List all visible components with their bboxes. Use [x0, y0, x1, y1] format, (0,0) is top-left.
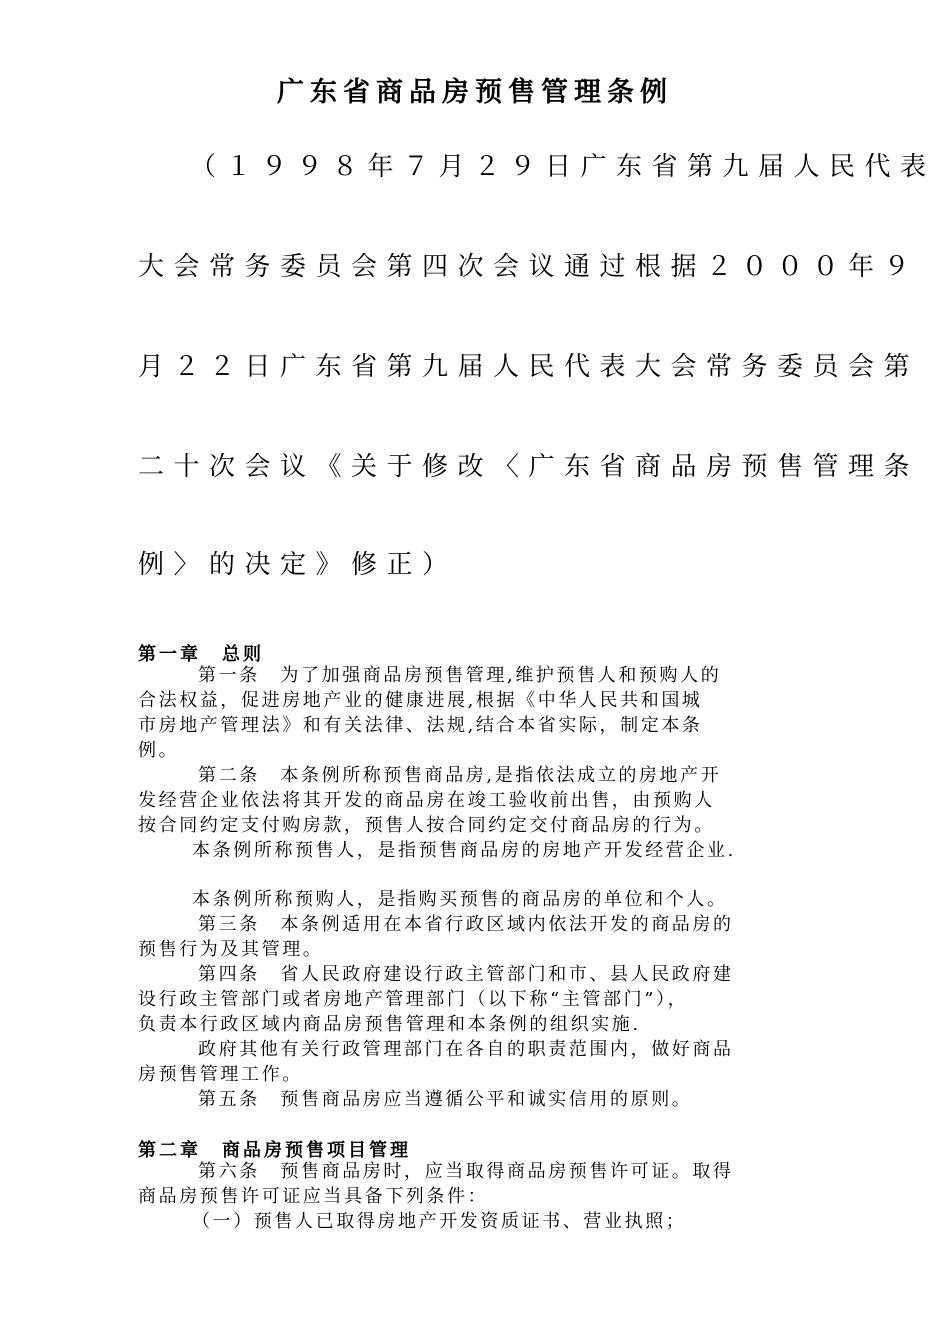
chapter-2-heading: 第二章 商品房预售项目管理 [138, 1140, 411, 1161]
body-line: 市房地产管理法》和有关法律、法规,结合本省实际，制定本条 [138, 715, 703, 736]
body-line: 预售行为及其管理。 [138, 939, 324, 960]
preamble-line: 例〉的决定》修正） [138, 550, 458, 580]
body-line: 按合同约定支付购房款，预售人按合同约定交付商品房的行为。 [138, 815, 715, 836]
body-line: 政府其他有关行政管理部门在各自的职责范围内，做好商品 [198, 1039, 734, 1060]
body-line: 商品房预售许可证应当具备下列条件： [138, 1186, 489, 1207]
body-line: （一）预售人已取得房地产开发资质证书、营业执照； [192, 1211, 687, 1232]
body-line: 第三条 本条例适用在本省行政区域内依法开发的商品房的 [198, 914, 734, 935]
body-line: 本条例所称预售人，是指预售商品房的房地产开发经营企业. [192, 840, 736, 861]
body-line: 发经营企业依法将其开发的商品房在竣工验收前出售，由预购人 [138, 790, 715, 811]
preamble-line: 二十次会议《关于修改〈广东省商品房预售管理条 [138, 452, 920, 482]
body-line: 房预售管理工作。 [138, 1064, 303, 1085]
body-line: 设行政主管部门或者房地产管理部门（以下称“主管部门”）， [138, 989, 689, 1010]
body-line: 例。 [138, 740, 180, 761]
preamble-line: 月２２日广东省第九届人民代表大会常务委员会第 [138, 352, 920, 382]
body-line: 第一条 为了加强商品房预售管理,维护预售人和预购人的 [198, 665, 722, 686]
body-line: 本条例所称预购人，是指购买预售的商品房的单位和个人。 [192, 889, 728, 910]
body-line: 第六条 预售商品房时，应当取得商品房预售许可证。取得 [198, 1161, 734, 1182]
document-title: 广东省商品房预售管理条例 [277, 77, 673, 108]
preamble-line: （１９９８年７月２９日广东省第九届人民代表 [190, 152, 936, 182]
body-line: 第五条 预售商品房应当遵循公平和诚实信用的原则。 [198, 1089, 693, 1110]
body-line: 第二条 本条例所称预售商品房,是指依法成立的房地产开 [198, 765, 722, 786]
body-line: 第四条 省人民政府建设行政主管部门和市、县人民政府建 [198, 964, 734, 985]
preamble-line: 大会常务委员会第四次会议通过根据２０００年９ [138, 252, 920, 282]
chapter-1-heading: 第一章 总则 [138, 644, 264, 665]
body-line: 合法权益，促进房地产业的健康进展,根据《中华人民共和国城 [138, 690, 703, 711]
body-line: 负责本行政区域内商品房预售管理和本条例的组织实施. [138, 1014, 641, 1035]
